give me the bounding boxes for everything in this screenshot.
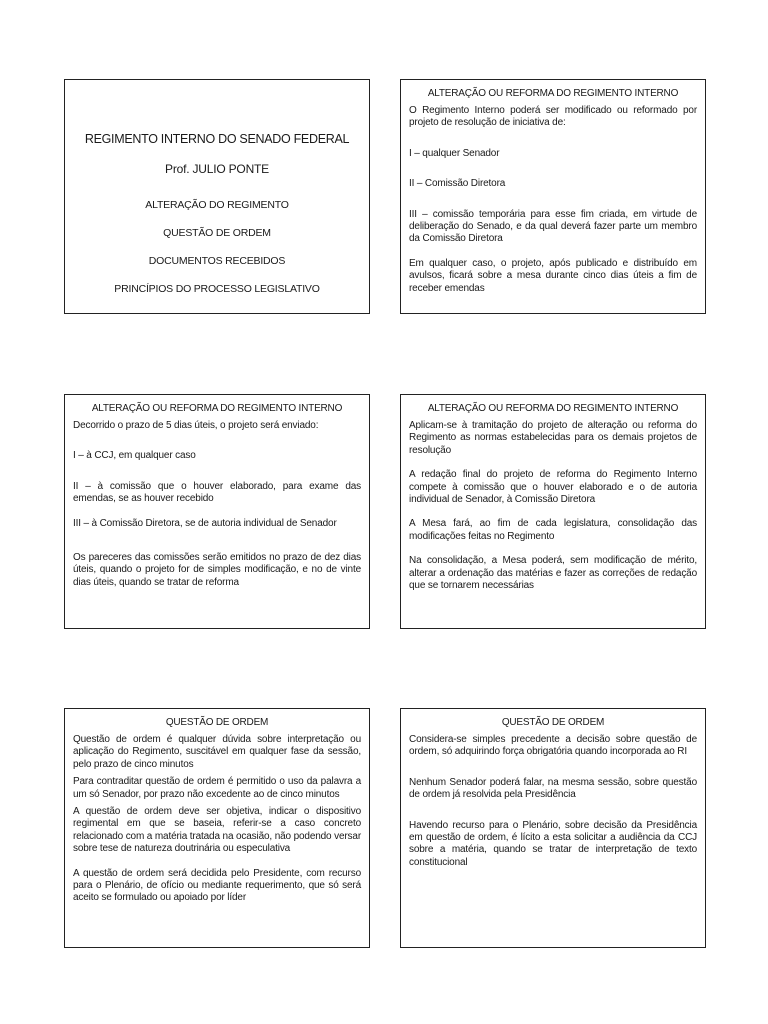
slide-paragraph: A redação final do projeto de reforma do Regimento Interno compete à comissão que o houver elaborado e o de autoria individual de Senador, à Comissão Diretora <box>409 469 697 506</box>
slide-body <box>401 105 705 295</box>
slide-alteracao-2 <box>64 394 370 629</box>
slide-paragraph: II – Comissão Diretora <box>409 178 506 190</box>
slide-paragraph: I – qualquer Senador <box>409 147 500 159</box>
slide-paragraph: A questão de ordem deve ser objetiva, indicar o dispositivo regimental em que se baseia, referir-se a caso concreto relacionado com a matéria tratada na ocasião, não podendo versar sobre tese de natureza doutrinária ou especulativa <box>73 806 361 855</box>
slide-title: ALTERAÇÃO OU REFORMA DO REGIMENTO INTERNO <box>427 88 679 99</box>
cover-topic: QUESTÃO DE ORDEM <box>163 227 271 239</box>
slide-questao-ordem-2 <box>400 708 706 948</box>
cover-author: Prof. JULIO PONTE <box>165 162 269 176</box>
slide-alteracao-1 <box>400 79 706 314</box>
slide-cover <box>64 79 370 314</box>
slide-paragraph: Decorrido o prazo de 5 dias úteis, o projeto será enviado: <box>73 420 319 431</box>
slide-alteracao-3 <box>400 394 706 629</box>
slide-body <box>65 734 369 905</box>
cover-topic: ALTERAÇÃO DO REGIMENTO <box>145 199 289 211</box>
cover-title: REGIMENTO INTERNO DO SENADO FEDERAL <box>84 132 350 146</box>
slide-paragraph: III – à Comissão Diretora, se de autoria individual de Senador <box>73 517 337 529</box>
slide-paragraph: III – comissão temporária para esse fim criada, em virtude de deliberação do Senado, e da qual deverá fazer parte um membro da Comissão Diretora <box>409 208 697 245</box>
slide-paragraph: II – à comissão que o houver elaborado, para exame das emendas, se as houver recebido <box>73 480 361 505</box>
cover-topic: DOCUMENTOS RECEBIDOS <box>148 255 286 267</box>
slide-paragraph: A Mesa fará, ao fim de cada legislatura, consolidação das modificações feitas no Regimento <box>409 518 697 542</box>
slide-body <box>401 420 705 592</box>
slide-title: QUESTÃO DE ORDEM <box>165 717 269 728</box>
slide-body <box>401 734 705 869</box>
slide-paragraph: O Regimento Interno poderá ser modificado ou reformado por projeto de resolução de iniciativa de: <box>409 105 697 129</box>
slide-paragraph: Os pareceres das comissões serão emitidos no prazo de dez dias úteis, quando o projeto for de simples modificação, e no de vinte dias úteis, quando se tratar de reforma <box>73 552 361 588</box>
slide-title: QUESTÃO DE ORDEM <box>501 717 605 728</box>
slide-paragraph: A questão de ordem será decidida pelo Presidente, com recurso para o Plenário, de ofício ou mediante requerimento, que só será aceito se formulado ou apoiado por líder <box>73 867 361 904</box>
slide-paragraph: Considera-se simples precedente a decisão sobre questão de ordem, só adquirindo força obrigatória quando incorporada ao RI <box>409 734 697 758</box>
slide-paragraph: I – à CCJ, em qualquer caso <box>73 450 196 462</box>
slide-paragraph: Nenhum Senador poderá falar, na mesma sessão, sobre questão de ordem já resolvida pela Presidência <box>409 776 697 801</box>
slide-questao-ordem-1 <box>64 708 370 948</box>
slide-paragraph: Em qualquer caso, o projeto, após publicado e distribuído em avulsos, ficará sobre a mesa durante cinco dias úteis a fim de receber emendas <box>409 257 697 294</box>
slide-title: ALTERAÇÃO OU REFORMA DO REGIMENTO INTERNO <box>427 403 679 414</box>
slide-body <box>65 420 369 589</box>
slide-paragraph: Na consolidação, a Mesa poderá, sem modificação de mérito, alterar a ordenação das matérias e fazer as correções de redação que se tornarem necessárias <box>409 555 697 592</box>
slide-title: ALTERAÇÃO OU REFORMA DO REGIMENTO INTERNO <box>91 403 343 414</box>
slide-paragraph: Havendo recurso para o Plenário, sobre decisão da Presidência em questão de ordem, é lícito a esta solicitar a audiência da CCJ sobre a matéria, quando se tratar de interpretação de texto constitucional <box>409 819 697 868</box>
cover-topic: PRINCÍPIOS DO PROCESSO LEGISLATIVO <box>114 283 320 295</box>
slide-paragraph: Questão de ordem é qualquer dúvida sobre interpretação ou aplicação do Regimento, suscitável em qualquer fase da sessão, pelo prazo de cinco minutos <box>73 734 361 770</box>
slide-paragraph: Para contraditar questão de ordem é permitido o uso da palavra a um só Senador, por prazo não excedente ao de cinco minutos <box>73 776 361 800</box>
slide-paragraph: Aplicam-se à tramitação do projeto de alteração ou reforma do Regimento as normas estabelecidas para os demais projetos de resolução <box>409 420 697 456</box>
